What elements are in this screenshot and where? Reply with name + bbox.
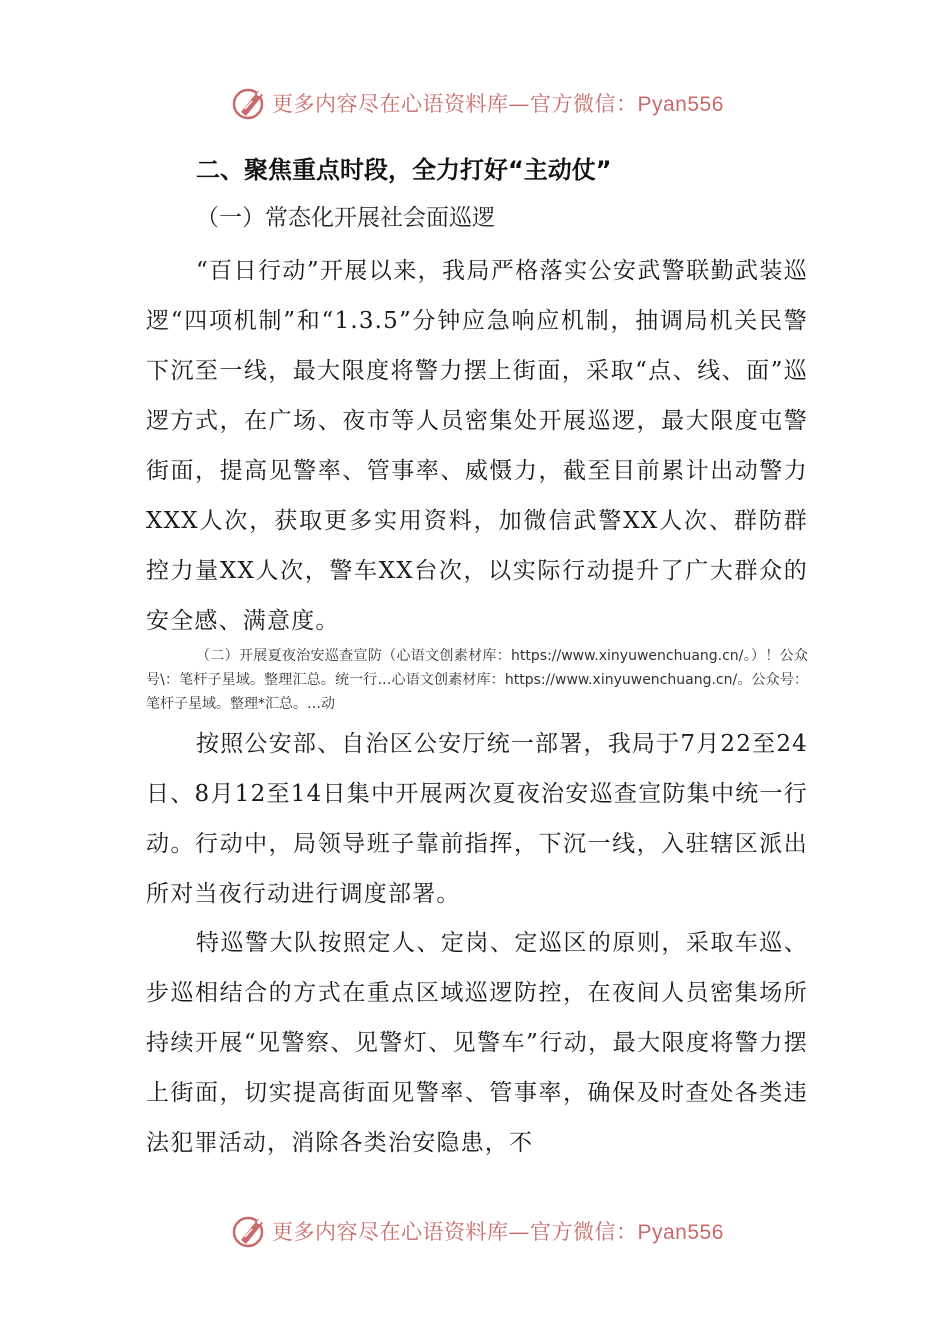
subsection-heading-note: （二）开展夏夜治安巡查宣防（心语文创素材库：https://www.xinyuwenchuang.cn/。）！公众号\：笔杆子星域。整理汇总。统一行…心语文创素材库：https://www.xinyuwenchuang.cn/。公众号：笔杆子星域。整理*汇总。…动 <box>146 648 808 712</box>
body-paragraph-1: “百日行动”开展以来，我局严格落实公安武警联勤武装巡逻“四项机制”和“1.3.5”分钟应急响应机制，抽调局机关民警下沉至一线，最大限度将警力摆上街面，采取“点、线、面”巡逻方式，在广场、夜市等人员密集处开展巡逻，最大限度屯警街面，提高见警率、管事率、威慑力，截至目前累计出动警力XXX人次，获取更多实用资料，加微信武警XX人次、群防群控力量XX人次，警车XX台次，以实际行动提升了广大群众的安全感、满意度。 <box>146 258 808 634</box>
watermark-text: 更多内容尽在心语资料库—官方微信：Pyan556 <box>272 1220 724 1244</box>
watermark-banner-bottom <box>232 1211 724 1251</box>
watermark-text: 更多内容尽在心语资料库—官方微信：Pyan556 <box>272 92 724 116</box>
pen-nib-logo-icon <box>232 1213 268 1249</box>
watermark-banner-top <box>232 83 724 123</box>
body-paragraph-2: 按照公安部、自治区公安厅统一部署，我局于7月22至24日、8月12至14日集中开展两次夏夜治安巡查宣防集中统一行动。行动中，局领导班子靠前指挥，下沉一线，入驻辖区派出所对当夜行动进行调度部署。 <box>146 731 808 907</box>
body-paragraph-3: 特巡警大队按照定人、定岗、定巡区的原则，采取车巡、步巡相结合的方式在重点区域巡逻防控，在夜间人员密集场所持续开展“见警察、见警灯、见警车”行动，最大限度将警力摆上街面，切实提高街面见警率、管事率，确保及时查处各类违法犯罪活动，消除各类治安隐患，不 <box>146 930 808 1156</box>
section-heading: 二、聚焦重点时段，全力打好“主动仗” <box>196 156 612 184</box>
pen-nib-logo-icon <box>232 85 268 121</box>
subsection-heading: （一）常态化开展社会面巡逻 <box>196 205 495 231</box>
